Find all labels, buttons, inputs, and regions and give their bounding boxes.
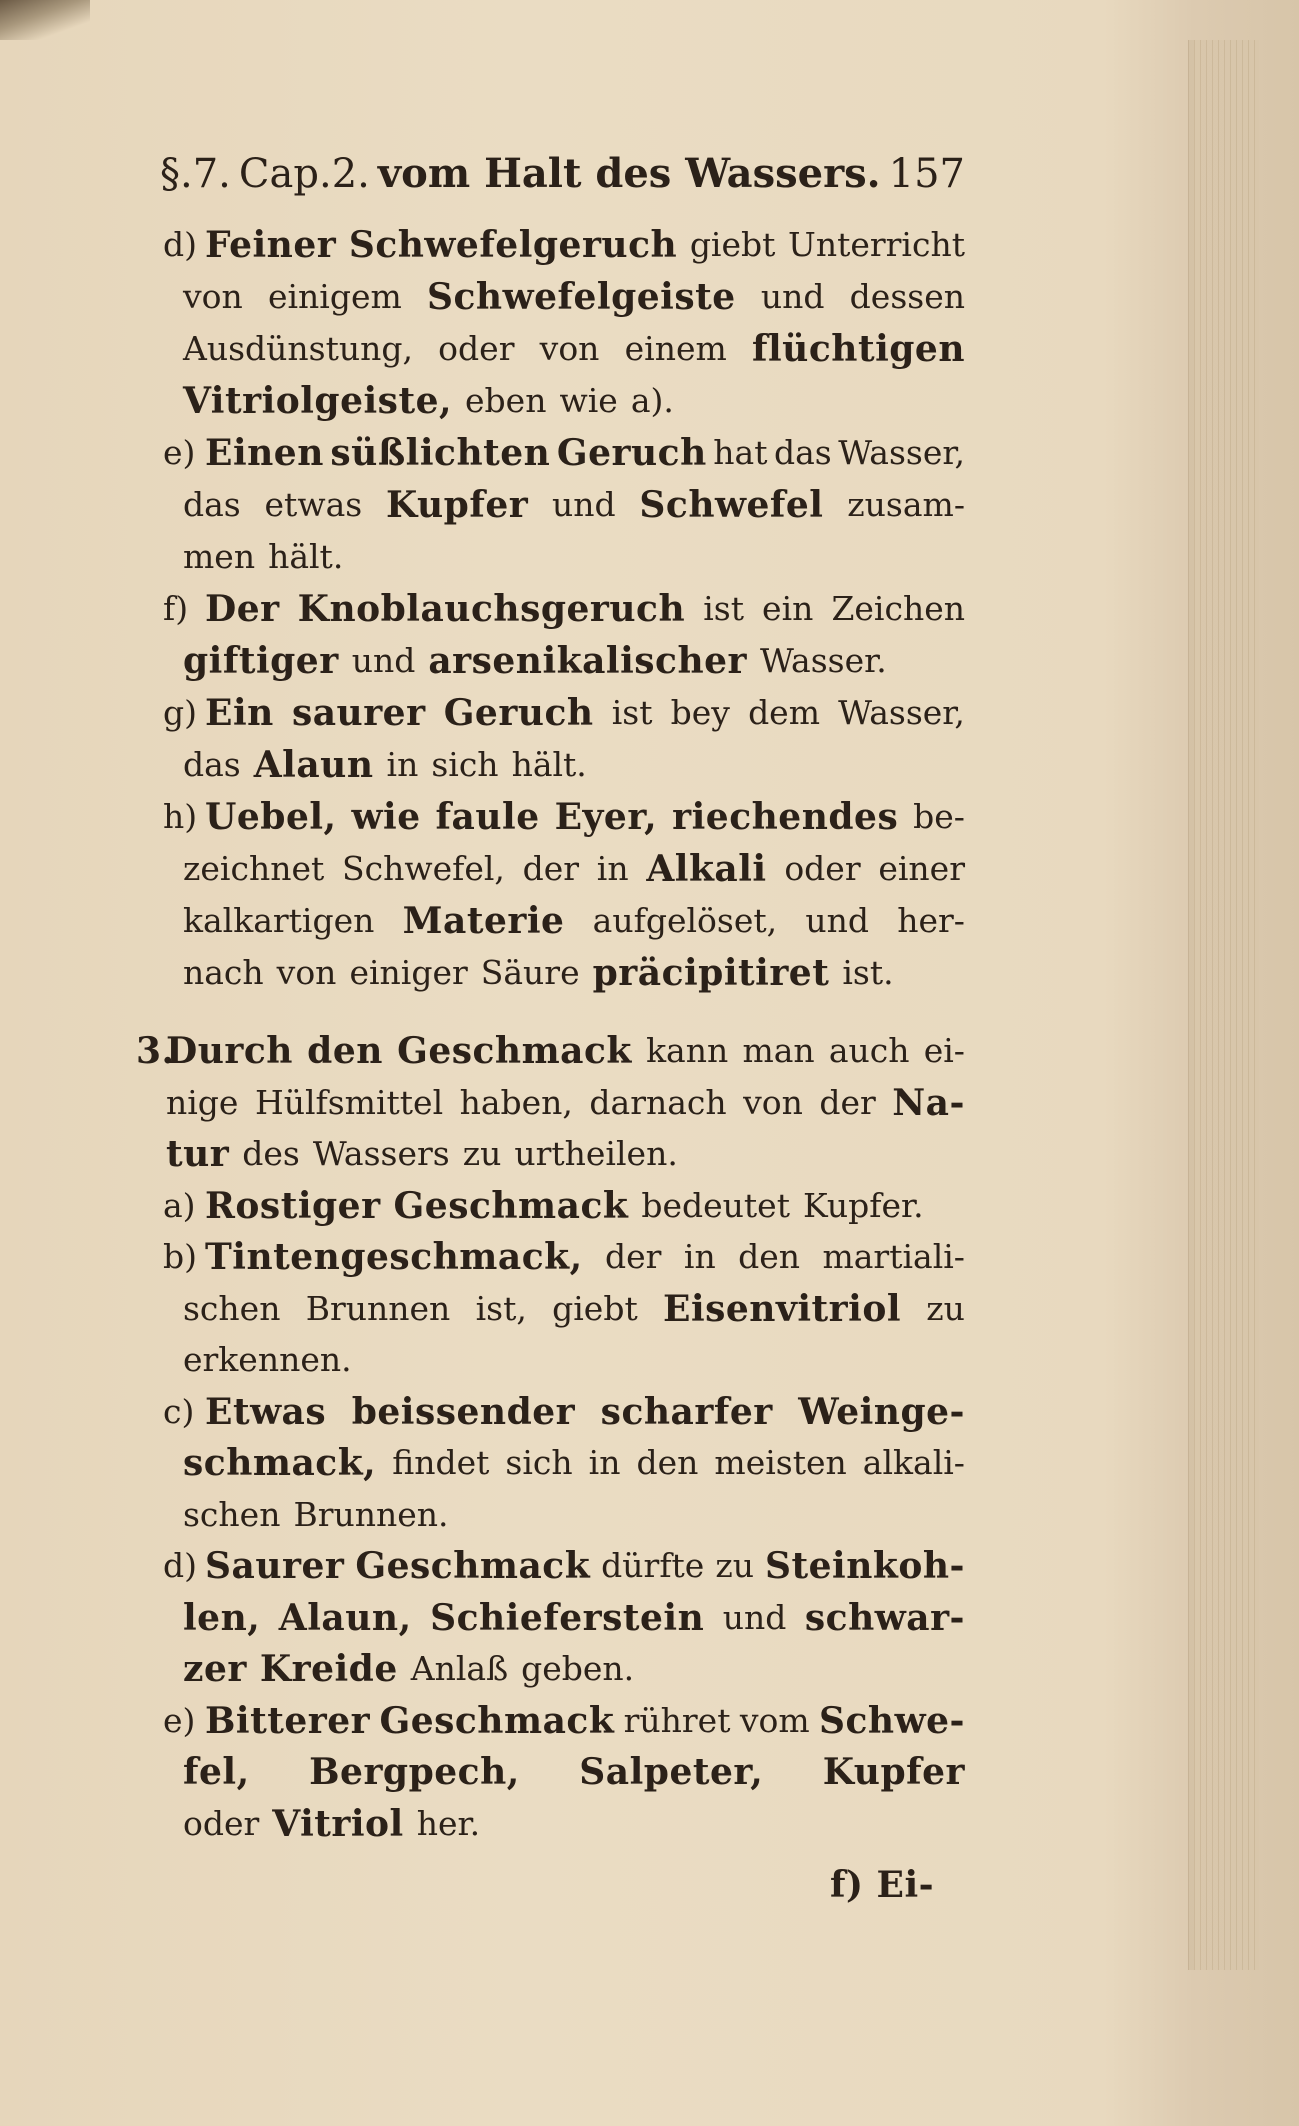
emphasized-word: Materie [402, 900, 565, 942]
word: sich [505, 1443, 573, 1482]
text-line [0, 376, 1299, 426]
word: Anlaß [410, 1649, 509, 1688]
word: oder [438, 329, 515, 368]
word: rühret [623, 1700, 731, 1740]
running-header [160, 146, 965, 202]
word: Wasser, [838, 693, 965, 732]
word: zusam- [847, 485, 965, 524]
word: von [539, 329, 600, 368]
emphasized-word: Schwefel [639, 484, 824, 526]
emphasized-word: Feiner [205, 224, 337, 266]
word: Säure [480, 953, 580, 992]
emphasized-word: Eyer, [554, 796, 658, 838]
word: schen [183, 1288, 281, 1328]
word: her. [416, 1803, 481, 1843]
word: kalkartigen [183, 901, 375, 940]
line-text [183, 1490, 965, 1540]
word: vom [739, 1700, 810, 1740]
text-line [0, 1644, 1299, 1694]
word: von [743, 1082, 803, 1122]
item-label: h) [163, 797, 198, 836]
line-text [205, 1541, 965, 1591]
emphasized-word: Kreide [259, 1648, 398, 1690]
word: man [742, 1031, 815, 1070]
emphasized-word: Eisenvitriol [663, 1287, 902, 1330]
catchword-line [0, 1860, 1299, 1910]
word: einigem [267, 277, 402, 316]
emphasized-word: Saurer [205, 1545, 345, 1587]
word: men [183, 537, 256, 576]
word: bey [670, 693, 730, 732]
word: und [805, 901, 869, 940]
word: nige [166, 1082, 239, 1122]
emphasized-word: Bergpech, [309, 1751, 520, 1793]
word: giebt [689, 225, 776, 264]
word: in [386, 745, 419, 784]
word: darnach [589, 1082, 727, 1122]
emphasized-word: tur [166, 1133, 230, 1175]
text-line [0, 636, 1299, 686]
line-text [205, 1696, 965, 1746]
word: von [183, 277, 243, 316]
word: Wasser, [838, 433, 965, 472]
line-text [183, 1747, 965, 1797]
word: oder [784, 849, 861, 888]
emphasized-word: Geschmack [397, 1030, 632, 1072]
emphasized-word: Einen [205, 432, 324, 474]
emphasized-word: Schwefelgeruch [348, 224, 678, 266]
emphasized-word: Vitriol [272, 1802, 404, 1845]
word: hält. [511, 745, 587, 784]
emphasized-word: präcipitiret [592, 952, 830, 994]
text-line [0, 1232, 1299, 1282]
item-label: g) [163, 693, 197, 732]
text-line [0, 844, 1299, 894]
word: und [722, 1597, 787, 1637]
emphasized-word: Schwe- [819, 1699, 965, 1742]
emphasized-word: Schieferstein [430, 1596, 705, 1639]
emphasized-word: schwar- [804, 1596, 965, 1639]
word: Ausdünstung, [183, 329, 413, 368]
word: Kupfer. [802, 1185, 924, 1225]
emphasized-word: giftiger [183, 640, 339, 682]
emphasized-word: Uebel, [205, 796, 337, 838]
line-text [205, 428, 965, 478]
emphasized-word: saurer [291, 692, 426, 734]
emphasized-word: Tintengeschmack, [205, 1236, 583, 1278]
line-text [183, 376, 965, 426]
header-section: §.7. [160, 151, 231, 197]
emphasized-word: Salpeter, [579, 1751, 764, 1793]
text-line [0, 1078, 1299, 1128]
page-number: 157 [888, 151, 965, 197]
word: zu [926, 1288, 965, 1328]
item-label: a) [163, 1185, 196, 1225]
word: in [683, 1237, 716, 1276]
emphasized-word: Kupfer [822, 1751, 965, 1793]
word: ist, [475, 1288, 527, 1328]
text-line [0, 1026, 1299, 1076]
word: den [636, 1443, 699, 1482]
line-text [183, 844, 965, 894]
emphasized-word: Alkali [646, 848, 767, 890]
item-label: f) [163, 589, 189, 628]
text-line [0, 1541, 1299, 1591]
word: be- [913, 797, 965, 836]
emphasized-word: süßlichten [330, 432, 551, 474]
word: der [522, 849, 580, 888]
word: ist. [842, 953, 894, 992]
word: dessen [849, 277, 965, 316]
word: erkennen. [183, 1340, 352, 1379]
word: des [242, 1134, 300, 1173]
word: Zeichen [831, 589, 965, 628]
text-line [0, 584, 1299, 634]
emphasized-word: Geschmack [393, 1184, 629, 1227]
word: schen [183, 1494, 281, 1534]
text-line [0, 1181, 1299, 1231]
word: und [351, 641, 416, 680]
emphasized-word: den [307, 1030, 383, 1072]
line-text [166, 1129, 965, 1179]
emphasized-word: len, [183, 1596, 261, 1639]
text-line [0, 792, 1299, 842]
text-line [0, 1129, 1299, 1179]
emphasized-word: Weinge- [798, 1390, 965, 1433]
text-line [0, 1593, 1299, 1643]
word: Wassers [312, 1134, 450, 1173]
word: zu [715, 1546, 754, 1585]
emphasized-word: Schwefelgeiste [427, 276, 736, 318]
emphasized-word: arsenikalischer [428, 640, 747, 682]
word: sich [431, 745, 499, 784]
word: alkali- [862, 1443, 965, 1482]
word: zeichnet [183, 849, 325, 888]
word: wie [559, 381, 618, 420]
text-line [0, 1490, 1299, 1540]
word: der [819, 1082, 876, 1122]
emphasized-word: Etwas [205, 1390, 327, 1433]
emphasized-word: Geschmack [355, 1545, 591, 1587]
emphasized-word: Na- [892, 1081, 965, 1124]
word: giebt [552, 1288, 638, 1328]
line-text [205, 792, 965, 842]
word: und [760, 277, 825, 316]
emphasized-word: scharfer [600, 1390, 773, 1433]
emphasized-word: Alaun, [278, 1596, 412, 1639]
word: einer [878, 849, 965, 888]
line-text [183, 636, 965, 686]
emphasized-word: fel, [183, 1751, 250, 1793]
item-label: b) [163, 1237, 197, 1276]
text-line [0, 1438, 1299, 1488]
emphasized-word: schmack, [183, 1442, 377, 1484]
word: martiali- [822, 1237, 965, 1276]
word: das [183, 745, 241, 784]
word: Brunnen [305, 1288, 451, 1328]
text-line [0, 1747, 1299, 1797]
line-text [183, 1284, 965, 1334]
word: ist [611, 693, 653, 732]
text-line [0, 324, 1299, 374]
line-text [183, 1644, 965, 1694]
text-line [0, 1284, 1299, 1334]
text-line [0, 220, 1299, 270]
text-line [0, 688, 1299, 738]
page-corner-shadow [0, 0, 90, 40]
emphasized-word: Ein [205, 692, 274, 734]
text-line [0, 1799, 1299, 1849]
word: meisten [714, 1443, 847, 1482]
word: aufgelöset, [592, 901, 778, 940]
emphasized-word: Geruch [556, 432, 707, 474]
emphasized-word: Bitterer [205, 1699, 371, 1742]
text-line [0, 1335, 1299, 1385]
word: ei- [923, 1031, 965, 1070]
word: in [596, 849, 629, 888]
word: haben, [459, 1082, 573, 1122]
line-text [183, 324, 965, 374]
text-line [0, 1696, 1299, 1746]
line-text [183, 480, 965, 530]
line-text [205, 1232, 965, 1282]
item-label: d) [163, 225, 197, 264]
item-label: c) [163, 1391, 195, 1431]
word: a). [630, 381, 674, 420]
word: in [588, 1443, 621, 1482]
emphasized-word: Durch [166, 1030, 293, 1072]
word: dem [748, 693, 821, 732]
text-line [0, 272, 1299, 322]
word: zu [462, 1134, 502, 1173]
word: auch [828, 1031, 910, 1070]
text-line [0, 1387, 1299, 1437]
emphasized-word: zer [183, 1648, 247, 1690]
emphasized-word: Geruch [443, 692, 594, 734]
word: Hülfsmittel [254, 1082, 444, 1122]
line-text [183, 1799, 965, 1849]
word: Wasser. [760, 641, 887, 680]
word: oder [183, 1803, 260, 1843]
item-label: e) [163, 433, 196, 472]
word: einem [624, 329, 727, 368]
emphasized-word: wie [351, 796, 421, 838]
emphasized-word: Steinkoh- [765, 1545, 965, 1587]
item-label: e) [163, 1700, 196, 1740]
word: nach [183, 953, 264, 992]
line-text [183, 740, 965, 790]
text-line [0, 948, 1299, 998]
line-text [166, 1026, 965, 1076]
line-text [205, 688, 965, 738]
word: Brunnen. [293, 1494, 449, 1534]
item-label: 3. [136, 1030, 175, 1072]
word: den [738, 1237, 801, 1276]
word: von [276, 953, 337, 992]
word: ist [703, 589, 744, 628]
word: bedeutet [641, 1185, 790, 1225]
line-text [183, 948, 965, 998]
word: findet [392, 1443, 490, 1482]
line-text [183, 272, 965, 322]
line-text [183, 1438, 965, 1488]
emphasized-word: Der [205, 588, 280, 630]
line-text [205, 220, 965, 270]
line-text [205, 1181, 965, 1231]
word: Schwefel, [341, 849, 505, 888]
word: eben [465, 381, 547, 420]
catchword: f) Ei- [830, 1864, 935, 1906]
emphasized-word: Vitriolgeiste, [183, 380, 453, 422]
item-label: d) [163, 1546, 197, 1585]
emphasized-word: Knoblauchsgeruch [297, 588, 686, 630]
line-text [183, 1593, 965, 1643]
emphasized-word: Alaun [253, 744, 374, 786]
word: geben. [521, 1649, 635, 1688]
emphasized-word: Geschmack [379, 1699, 615, 1742]
header-chapter: Cap.2. [238, 151, 370, 197]
line-text [183, 896, 965, 946]
word: hat [713, 433, 768, 472]
emphasized-word: flüchtigen [752, 328, 965, 370]
word: urtheilen. [514, 1134, 678, 1173]
text-line [0, 428, 1299, 478]
line-text [183, 1335, 965, 1385]
text-line [0, 896, 1299, 946]
word: Unterricht [788, 225, 965, 264]
word: ein [762, 589, 814, 628]
word: kann [646, 1031, 729, 1070]
emphasized-word: beissender [351, 1390, 576, 1433]
text-line [0, 480, 1299, 530]
line-text [205, 1387, 965, 1437]
word: hält. [268, 537, 344, 576]
word: dürfte [601, 1546, 705, 1585]
emphasized-word: riechendes [672, 796, 899, 838]
emphasized-word: Kupfer [385, 484, 529, 526]
line-text [205, 584, 965, 634]
text-line [0, 740, 1299, 790]
word: her- [897, 901, 965, 940]
emphasized-word: faule [435, 796, 540, 838]
word: das [773, 433, 832, 472]
word: und [551, 485, 616, 524]
word: etwas [264, 485, 363, 524]
word: einiger [349, 953, 468, 992]
text-line [0, 532, 1299, 582]
header-title: vom Halt des Wassers. [377, 150, 881, 197]
emphasized-word: Rostiger [205, 1184, 381, 1227]
line-text [183, 532, 965, 582]
word: das [183, 485, 241, 524]
word: der [605, 1237, 662, 1276]
line-text [166, 1078, 965, 1128]
